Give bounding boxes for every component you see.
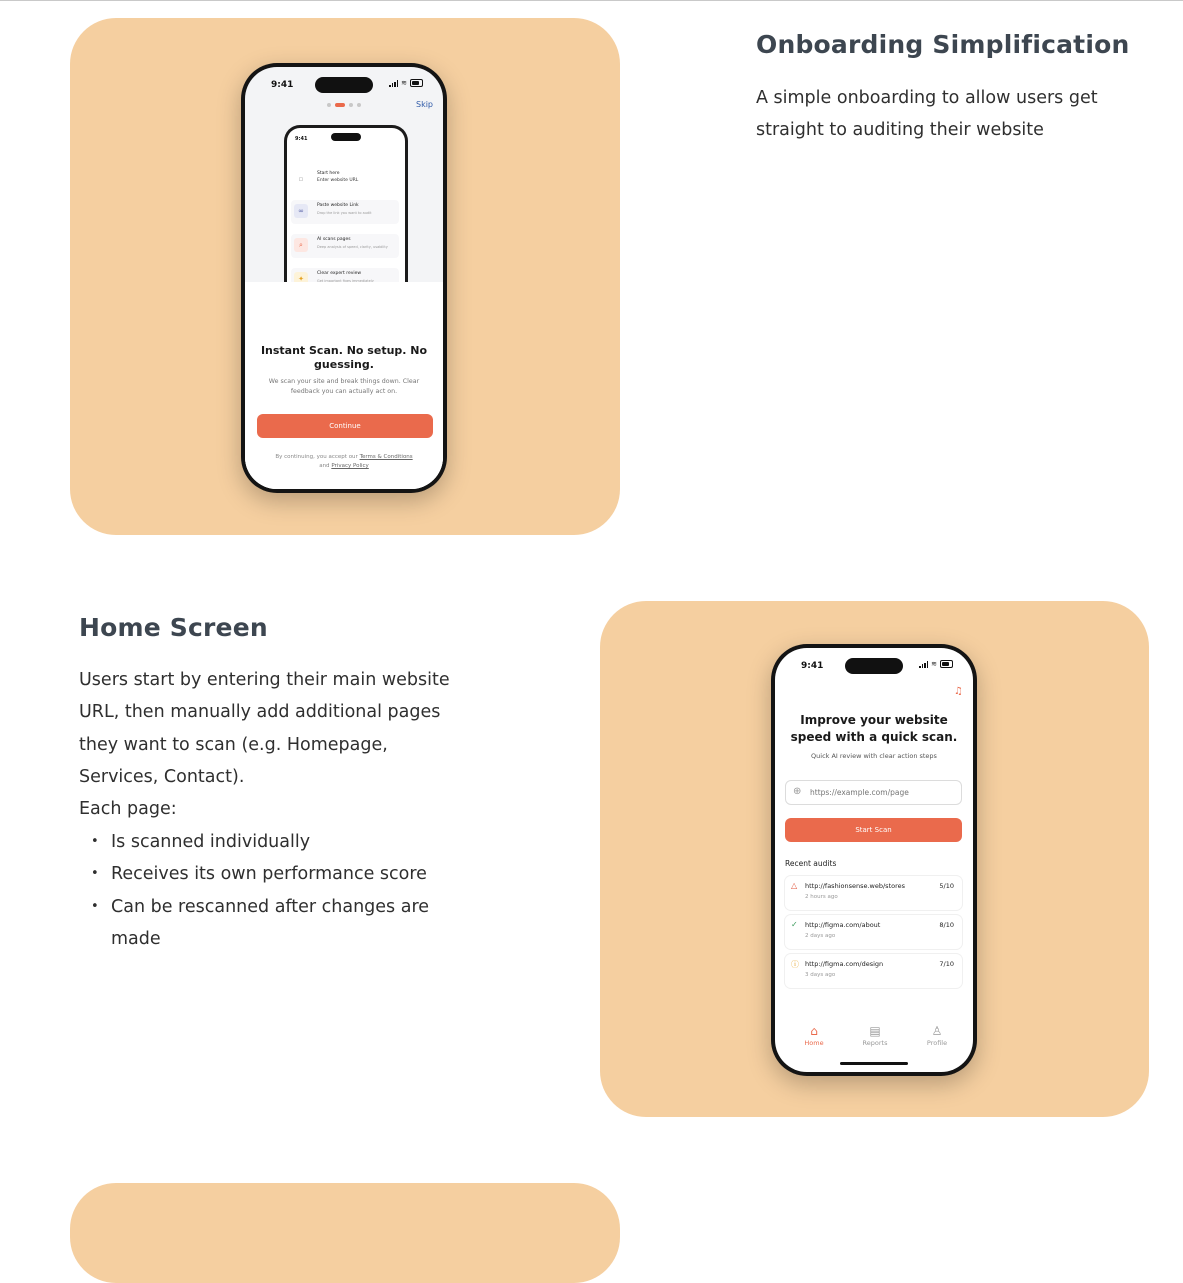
home-feature-list — [89, 826, 469, 955]
onboarding-section-title: Onboarding Simplification — [756, 30, 1130, 59]
terms-notice: By continuing, you accept our Terms & Conditions and Privacy Policy — [275, 454, 413, 469]
check-circle-icon: ✓ — [791, 920, 798, 929]
onboarding-section-description: A simple onboarding to allow users get straight to auditing their website — [756, 88, 1098, 141]
top-divider — [0, 0, 1183, 1]
home-phone-mockup — [771, 644, 977, 1076]
audit-score: 7/10 — [939, 960, 954, 968]
skip-button[interactable]: Skip — [415, 100, 433, 109]
globe-icon: ⊕ — [793, 786, 802, 797]
audit-url: http://figma.com/about — [805, 921, 881, 929]
dynamic-island — [315, 77, 373, 93]
step-start: ▫ Start here Enter website URL — [291, 168, 399, 192]
page-dot-active — [335, 103, 345, 107]
status-time: 9:41 — [271, 80, 294, 90]
audit-score: 8/10 — [939, 921, 954, 929]
inner-status-time: 9:41 — [295, 136, 308, 142]
privacy-link[interactable]: Privacy Policy — [331, 463, 369, 469]
home-indicator — [840, 1062, 908, 1065]
page-dot — [349, 103, 353, 107]
onboarding-phone-mockup — [241, 63, 447, 493]
audit-score: 5/10 — [939, 882, 954, 890]
battery-icon — [410, 79, 423, 87]
tab-profile[interactable]: ♙ Profile — [907, 1024, 967, 1047]
start-icon: ▫ — [298, 175, 304, 183]
search-icon: ⌕ — [294, 238, 308, 252]
step-paste-link: ∞ Paste website Link Drop the link you want to audit — [291, 200, 399, 224]
audit-url: http://figma.com/design — [805, 960, 884, 968]
audit-time: 3 days ago — [805, 972, 836, 978]
onboarding-screen — [245, 67, 443, 489]
home-subtext: Quick AI review with clear action steps — [811, 752, 937, 760]
list-item: • Is scanned individually — [89, 826, 469, 858]
info-circle-icon: ⓘ — [791, 960, 799, 969]
pagination-dots — [327, 103, 361, 107]
wifi-icon: ≋ — [931, 660, 937, 668]
next-showcase-card — [70, 1183, 620, 1283]
step-expert-review: ✦ Clear expert review Get important fixes immediately — [291, 268, 399, 292]
warning-icon: △ — [791, 881, 798, 890]
list-item: • Receives its own performance score — [89, 858, 469, 890]
lightbulb-icon: ✦ — [294, 272, 308, 286]
page-dot — [357, 103, 361, 107]
status-icons — [919, 660, 953, 668]
home-headline: Improve your website speed with a quick scan. — [790, 713, 958, 744]
home-screen — [775, 648, 973, 1072]
audit-time: 2 hours ago — [805, 894, 838, 900]
onboarding-subtext: We scan your site and break things down. Clear feedback you can actually act on. — [268, 378, 420, 395]
dynamic-island — [845, 658, 903, 674]
bell-icon[interactable]: ♫ — [954, 686, 963, 697]
signal-icon — [389, 80, 398, 87]
home-icon: ⌂ — [810, 1024, 818, 1038]
link-icon: ∞ — [294, 204, 308, 218]
home-section-description: Users start by entering their main website URL, then manually add additional pages they want to scan (e.g. Homepage, Services, Contact). Each page: — [79, 670, 450, 820]
signal-icon — [919, 661, 928, 668]
wifi-icon: ≋ — [401, 79, 407, 87]
audit-url: http://fashionsense.web/stores — [805, 882, 906, 890]
tab-reports[interactable]: ▤ Reports — [845, 1024, 905, 1047]
onboarding-headline: Instant Scan. No setup. No guessing. — [260, 344, 428, 371]
audit-row[interactable] — [785, 915, 962, 949]
page-dot — [327, 103, 331, 107]
status-icons — [389, 79, 423, 87]
bottom-tab-bar — [775, 1024, 973, 1064]
start-scan-button[interactable]: Start Scan — [785, 818, 962, 842]
step-ai-scans: ⌕ AI scans pages Deep analysis of speed, clarity, usability — [291, 234, 399, 258]
user-icon: ♙ — [931, 1024, 943, 1038]
audit-row[interactable] — [785, 876, 962, 910]
document-icon: ▤ — [869, 1024, 881, 1038]
tab-home[interactable]: ⌂ Home — [784, 1024, 844, 1047]
list-item: • Can be rescanned after changes are made — [89, 891, 469, 956]
audit-time: 2 days ago — [805, 933, 836, 939]
url-input[interactable] — [785, 780, 962, 805]
battery-icon — [940, 660, 953, 668]
continue-button[interactable]: Continue — [257, 414, 433, 438]
terms-link[interactable]: Terms & Conditions — [359, 454, 413, 460]
home-section-title: Home Screen — [79, 613, 268, 642]
recent-audits-label: Recent audits — [785, 859, 837, 868]
status-time: 9:41 — [801, 661, 824, 671]
audit-row[interactable] — [785, 954, 962, 988]
